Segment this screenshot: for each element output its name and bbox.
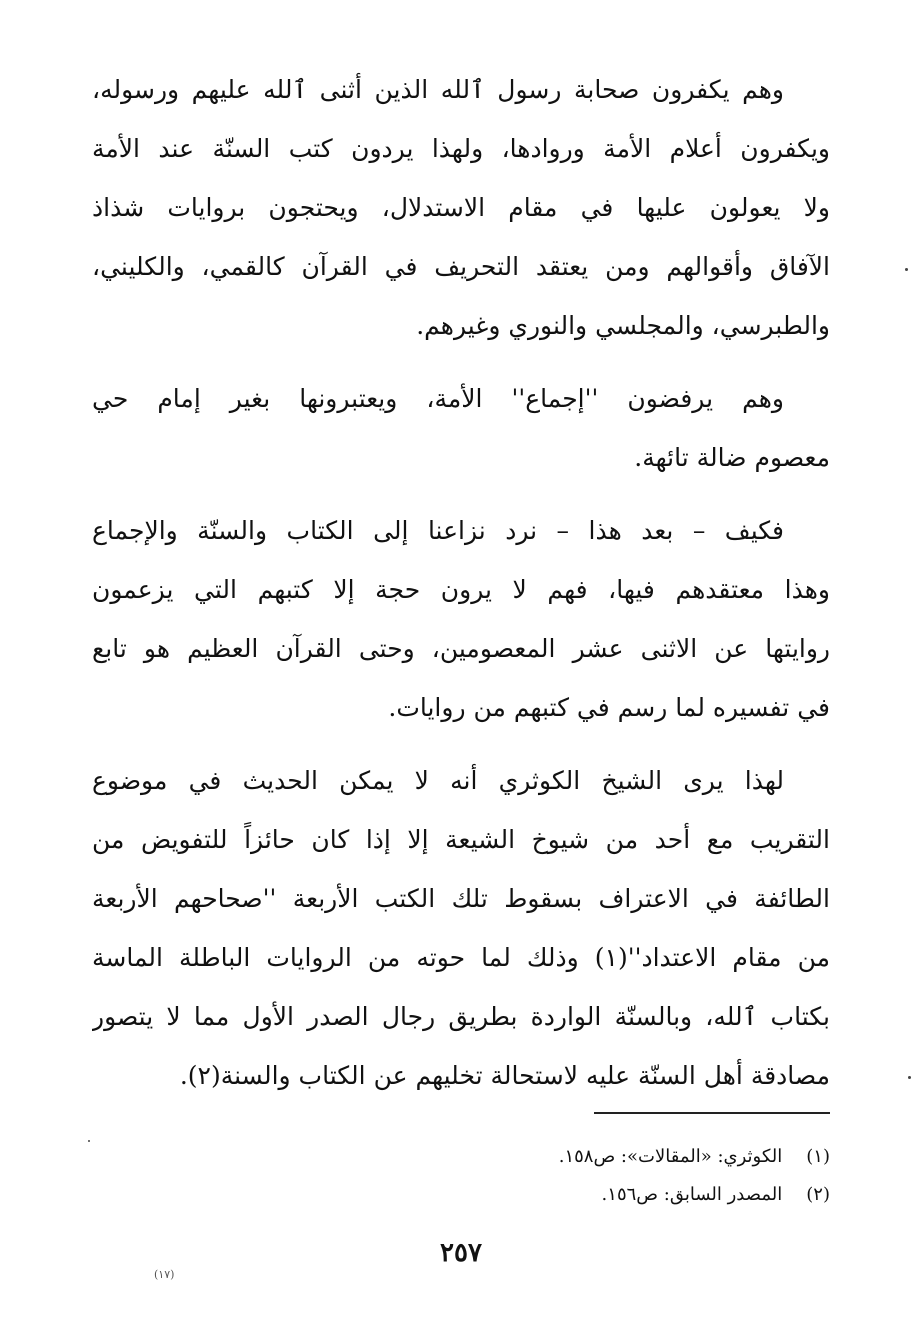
- footnote-number: (١): [806, 1146, 830, 1167]
- text-line: وهذا معتقدهم فيها، فهم لا يرون حجة إلا كتبهم التي يزعمون: [92, 575, 830, 604]
- paragraph-gap: [92, 487, 830, 501]
- footnote-separator: [594, 1112, 830, 1114]
- footnote-text: الكوثري: «المقالات»: ص١٥٨.: [558, 1146, 783, 1167]
- text-line: والطبرسي، والمجلسي والنوري وغيرهم.: [416, 311, 830, 340]
- text-line: فكيف – بعد هذا – نرد نزاعنا إلى الكتاب والسنّة والإجماع: [92, 516, 784, 545]
- footnote-2: [92, 1176, 830, 1214]
- text-line: الآفاق وأقوالهم ومن يعتقد التحريف في القرآن كالقمي، والكليني،: [92, 252, 830, 281]
- footnote-text: المصدر السابق: ص١٥٦.: [601, 1184, 783, 1205]
- paragraph-gap: [92, 355, 830, 369]
- text-line: لهذا يرى الشيخ الكوثري أنه لا يمكن الحديث في موضوع: [92, 766, 784, 795]
- scan-speck: [908, 1076, 911, 1079]
- footnotes: [92, 1138, 830, 1214]
- text-line: بكتاب ٱلله، وبالسنّة الواردة بطريق رجال الصدر الأول مما لا يتصور: [92, 1002, 830, 1031]
- footnote-number: (٢): [806, 1184, 830, 1205]
- body-text: [92, 60, 830, 1105]
- sheet-signature-mark: (١٧): [154, 1268, 175, 1281]
- text-line: وهم يكفرون صحابة رسول ٱلله الذين أثنى ٱلله عليهم ورسوله،: [92, 75, 784, 104]
- text-line: ولا يعولون عليها في مقام الاستدلال، ويحتجون بروايات شذاذ: [92, 193, 830, 222]
- scan-speck: [905, 268, 908, 271]
- paragraph-4: [92, 751, 830, 1105]
- text-line: في تفسيره لما رسم في كتبهم من روايات.: [388, 693, 830, 722]
- text-line: روايتها عن الاثنى عشر المعصومين، وحتى القرآن العظيم هو تابع: [92, 634, 830, 663]
- paragraph-gap: [92, 737, 830, 751]
- paragraph-2: [92, 369, 830, 487]
- text-line: الطائفة في الاعتراف بسقوط تلك الكتب الأربعة ''صحاحهم الأربعة: [92, 884, 830, 913]
- paragraph-1: [92, 60, 830, 355]
- page-number: ٢٥٧: [440, 1238, 482, 1268]
- text-line: ويكفرون أعلام الأمة وروادها، ولهذا يردون كتب السنّة عند الأمة: [92, 134, 830, 163]
- text-line: مصادقة أهل السنّة عليه لاستحالة تخليهم عن الكتاب والسنة(٢).: [179, 1061, 830, 1090]
- text-line: التقريب مع أحد من شيوخ الشيعة إلا إذا كان حائزاً للتفويض من: [92, 825, 830, 854]
- text-line: من مقام الاعتداد''(١) وذلك لما حوته من الروايات الباطلة الماسة: [92, 943, 830, 972]
- paragraph-3: [92, 501, 830, 737]
- footnote-1: [92, 1138, 830, 1176]
- scan-speck: [88, 1140, 90, 1142]
- text-line: وهم يرفضون ''إجماع'' الأمة، ويعتبرونها بغير إمام حي: [92, 384, 784, 413]
- text-line: معصوم ضالة تائهة.: [634, 443, 830, 472]
